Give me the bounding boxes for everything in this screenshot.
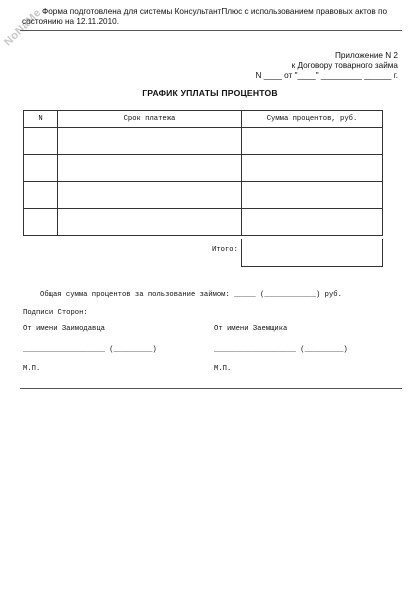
total-value-cell[interactable] [241,239,383,267]
table-row [24,209,383,236]
column-header-interest-amount: Сумма процентов, руб. [242,111,383,128]
table-cell[interactable] [242,128,383,155]
appendix-contract-ref: N ____ от "____" _________ ______ г. [255,71,398,80]
table-cell[interactable] [24,128,58,155]
table-cell[interactable] [58,209,242,236]
appendix-block [256,51,399,81]
table-row [24,155,383,182]
watermark: NoNaMe [2,6,44,49]
total-interest-line: Общая сумма процентов за пользование займом: _____ (____________) руб. [40,291,342,299]
header-note [22,7,402,27]
column-header-due-date: Срок платежа [58,111,242,128]
borrower-signature-line: ___________________ (_________) [214,346,348,354]
lender-signature-line: ___________________ (_________) [23,346,157,354]
page-title: ГРАФИК УПЛАТЫ ПРОЦЕНТОВ [142,88,278,98]
table-cell[interactable] [242,155,383,182]
table-cell[interactable] [242,182,383,209]
table-cell[interactable] [24,209,58,236]
table-row [24,128,383,155]
lender-stamp-mark: М.П. [23,365,41,373]
appendix-contract: к Договору товарного займа [291,61,398,70]
table-header-row [24,111,383,128]
borrower-stamp-mark: М.П. [214,365,232,373]
column-header-number: N [24,111,58,128]
table-cell[interactable] [58,182,242,209]
table-cell[interactable] [58,155,242,182]
appendix-number: Приложение N 2 [334,51,398,60]
footer-divider [20,388,402,389]
table-cell[interactable] [24,182,58,209]
table-cell[interactable] [24,155,58,182]
header-divider [20,30,402,31]
borrower-label: От имени Заемщика [214,325,288,333]
table-cell[interactable] [58,128,242,155]
header-note-line2: состоянию на 12.11.2010. [22,17,119,26]
payment-schedule-table [23,110,383,236]
lender-label: От имени Заимодавца [23,325,105,333]
header-note-line1: Форма подготовлена для системы КонсультантПлюс с использованием правовых актов по [42,7,388,16]
signatures-label: Подписи Сторон: [23,309,88,317]
table-row [24,182,383,209]
total-label: Итого: [212,246,238,254]
table-cell[interactable] [242,209,383,236]
